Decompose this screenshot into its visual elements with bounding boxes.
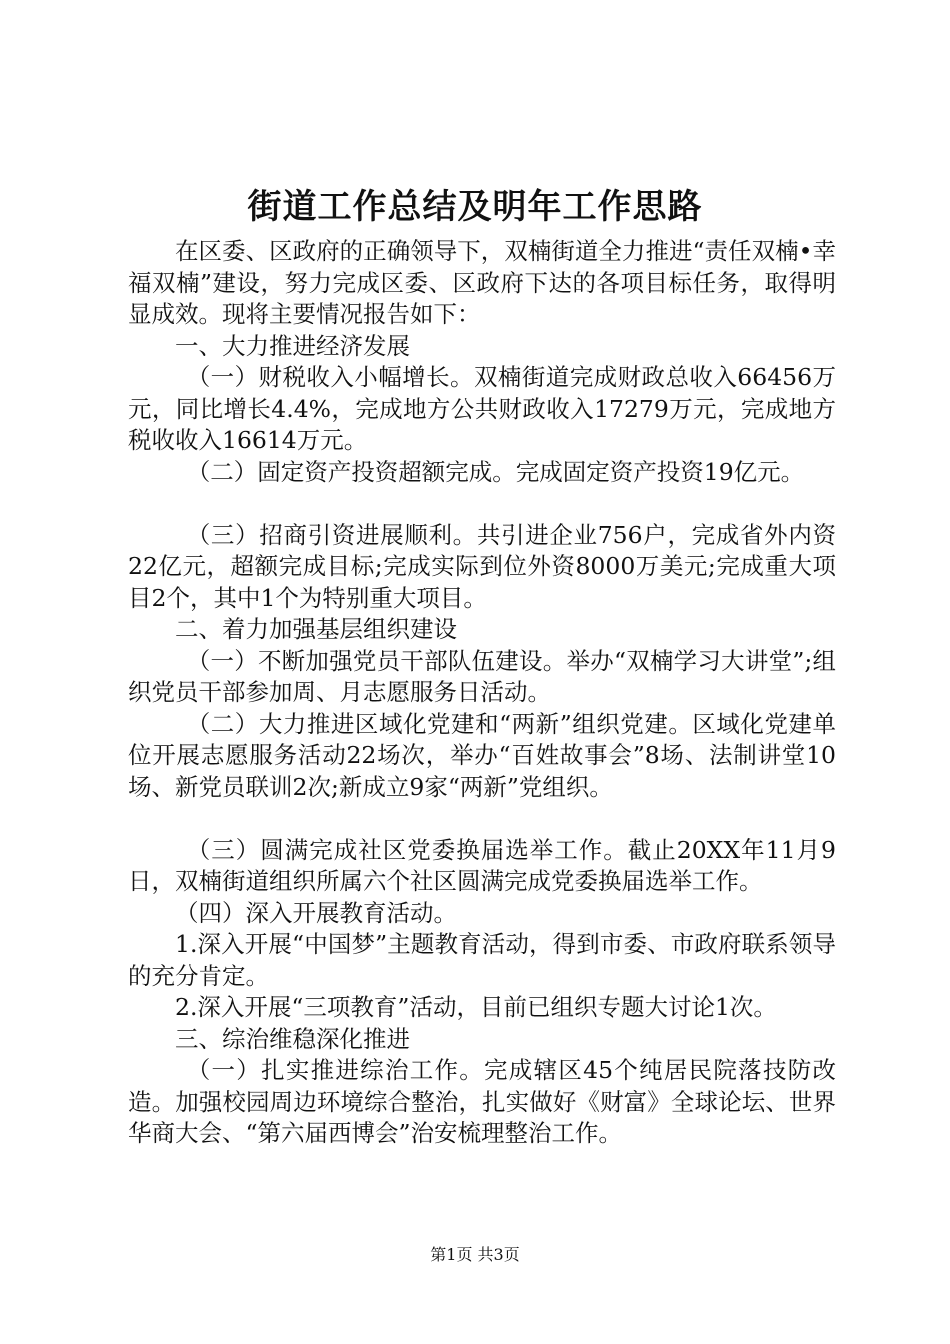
paragraph-2-3: （三）圆满完成社区党委换届选举工作。截止20XX年11月9日，双楠街道组织所属六个社区圆满完成党委换届选举工作。 [128, 835, 836, 895]
list-item-1: 1.深入开展“中国梦”主题教育活动，得到市委、市政府联系领导的充分肯定。 [128, 930, 836, 990]
paragraph-1-3: （三）招商引资进展顺利。共引进企业756户，完成省外内资22亿元，超额完成目标;完成实际到位外资8000万美元;完成重大项目2个，其中1个为特别重大项目。 [128, 520, 836, 612]
section-heading-2: 二、着力加强基层组织建设 [175, 615, 457, 643]
paragraph-1-2: （二）固定资产投资超额完成。完成固定资产投资19亿元。 [186, 457, 805, 486]
document-body [128, 236, 836, 1150]
intro-paragraph: 在区委、区政府的正确领导下，双楠街道全力推进“责任双楠•幸福双楠”建设，努力完成区委、区政府下达的各项目标任务，取得明显成效。现将主要情况报告如下： [128, 237, 836, 328]
document-title: 街道工作总结及明年工作思路 [247, 187, 703, 227]
list-item-2: 2.深入开展“三项教育”活动，目前已组织专题大讨论1次。 [175, 993, 777, 1021]
section-heading-1: 一、大力推进经济发展 [175, 331, 410, 360]
paragraph-2-1: （一）不断加强党员干部队伍建设。举办“双楠学习大讲堂”;组织党员干部参加周、月志愿服务日活动。 [128, 646, 836, 706]
paragraph-2-2: （二）大力推进区域化党建和“两新”组织党建。区域化党建单位开展志愿服务活动22场次，举办“百姓故事会”8场、法制讲堂10场、新党员联训2次;新成立9家“两新”党组织。 [128, 709, 836, 801]
paragraph-3-1: （一）扎实推进综治工作。完成辖区45个纯居民院落技防改造。加强校园周边环境综合整治，扎实做好《财富》全球论坛、世界华商大会、“第六届西博会”治安梳理整治工作。 [128, 1056, 836, 1147]
section-heading-3: 三、综治维稳深化推进 [175, 1024, 410, 1053]
page-footer: 第1页 共3页 [430, 1245, 520, 1264]
paragraph-1-1: （一）财税收入小幅增长。双楠街道完成财政总收入66456万元，同比增长4.4%，完成地方公共财政收入17279万元，完成地方税收收入16614万元。 [128, 363, 836, 454]
paragraph-2-4: （四）深入开展教育活动。 [175, 898, 457, 927]
